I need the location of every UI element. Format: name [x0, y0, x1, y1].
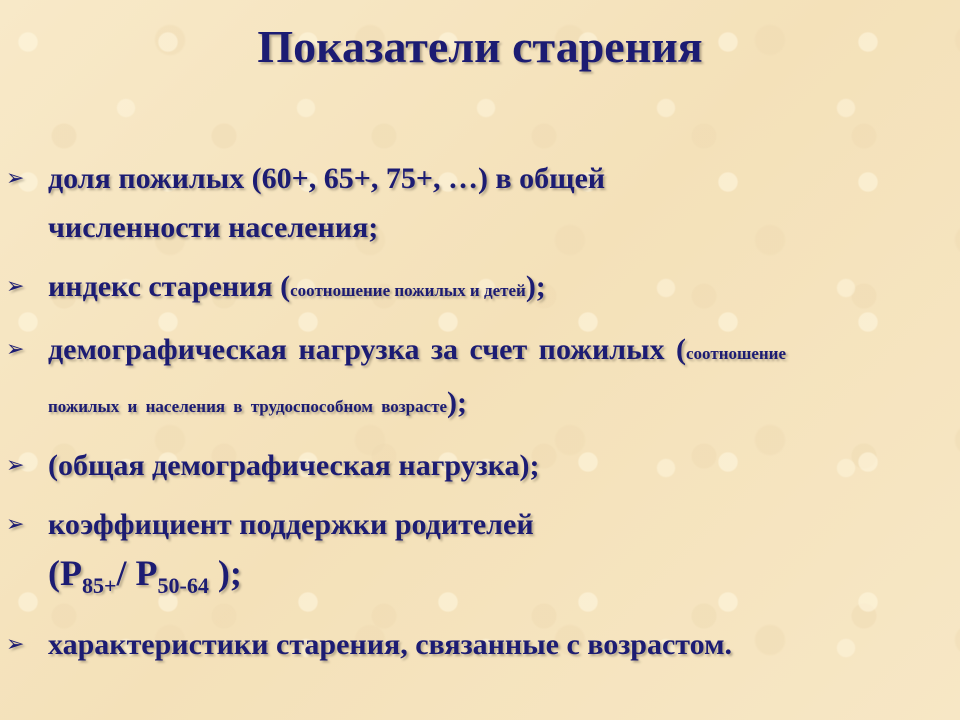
formula: [48, 553, 242, 599]
bullet-item-dependency-elderly: [6, 325, 946, 431]
bullet-text: демографическая нагрузка за счет пожилых (: [48, 333, 687, 366]
bullet-item-parent-support: [6, 500, 946, 610]
arrow-bullet-icon: ➢: [6, 166, 25, 191]
bullet-list: [6, 154, 946, 669]
arrow-bullet-icon: ➢: [6, 512, 25, 537]
bullet-text: );: [447, 386, 468, 419]
formula-subscript: 85+: [81, 573, 117, 599]
formula-part: );: [208, 553, 242, 593]
formula-subscript: 50-64: [157, 573, 209, 599]
formula-part: (P: [48, 553, 82, 593]
bullet-text: );: [525, 270, 546, 303]
formula-part: / P: [116, 553, 158, 593]
bullet-note: соотношение: [686, 344, 787, 363]
bullet-text: доля пожилых (60+, 65+, 75+, …) в общей: [48, 162, 606, 195]
bullet-note: пожилых и населения в трудоспособном возрасте: [48, 397, 448, 416]
bullet-note: соотношение пожилых и детей: [290, 281, 526, 300]
bullet-text: численности населения;: [48, 211, 379, 244]
slide-title: Показатели старения: [257, 21, 703, 72]
bullet-text: характеристики старения, связанные с возрастом.: [48, 628, 733, 662]
bullet-item-aging-index: [6, 262, 946, 315]
bullet-item-age-characteristics: [6, 620, 946, 669]
bullet-text: индекс старения (: [48, 270, 291, 303]
arrow-bullet-icon: ➢: [6, 632, 25, 658]
bullet-item-share-elderly: [6, 154, 946, 252]
arrow-bullet-icon: ➢: [6, 453, 25, 478]
bullet-text: (общая демографическая нагрузка);: [48, 449, 540, 482]
bullet-item-total-dependency: [6, 441, 946, 490]
bullet-text: коэффициент поддержки родителей: [48, 508, 534, 541]
arrow-bullet-icon: ➢: [6, 274, 25, 299]
arrow-bullet-icon: ➢: [6, 337, 25, 362]
